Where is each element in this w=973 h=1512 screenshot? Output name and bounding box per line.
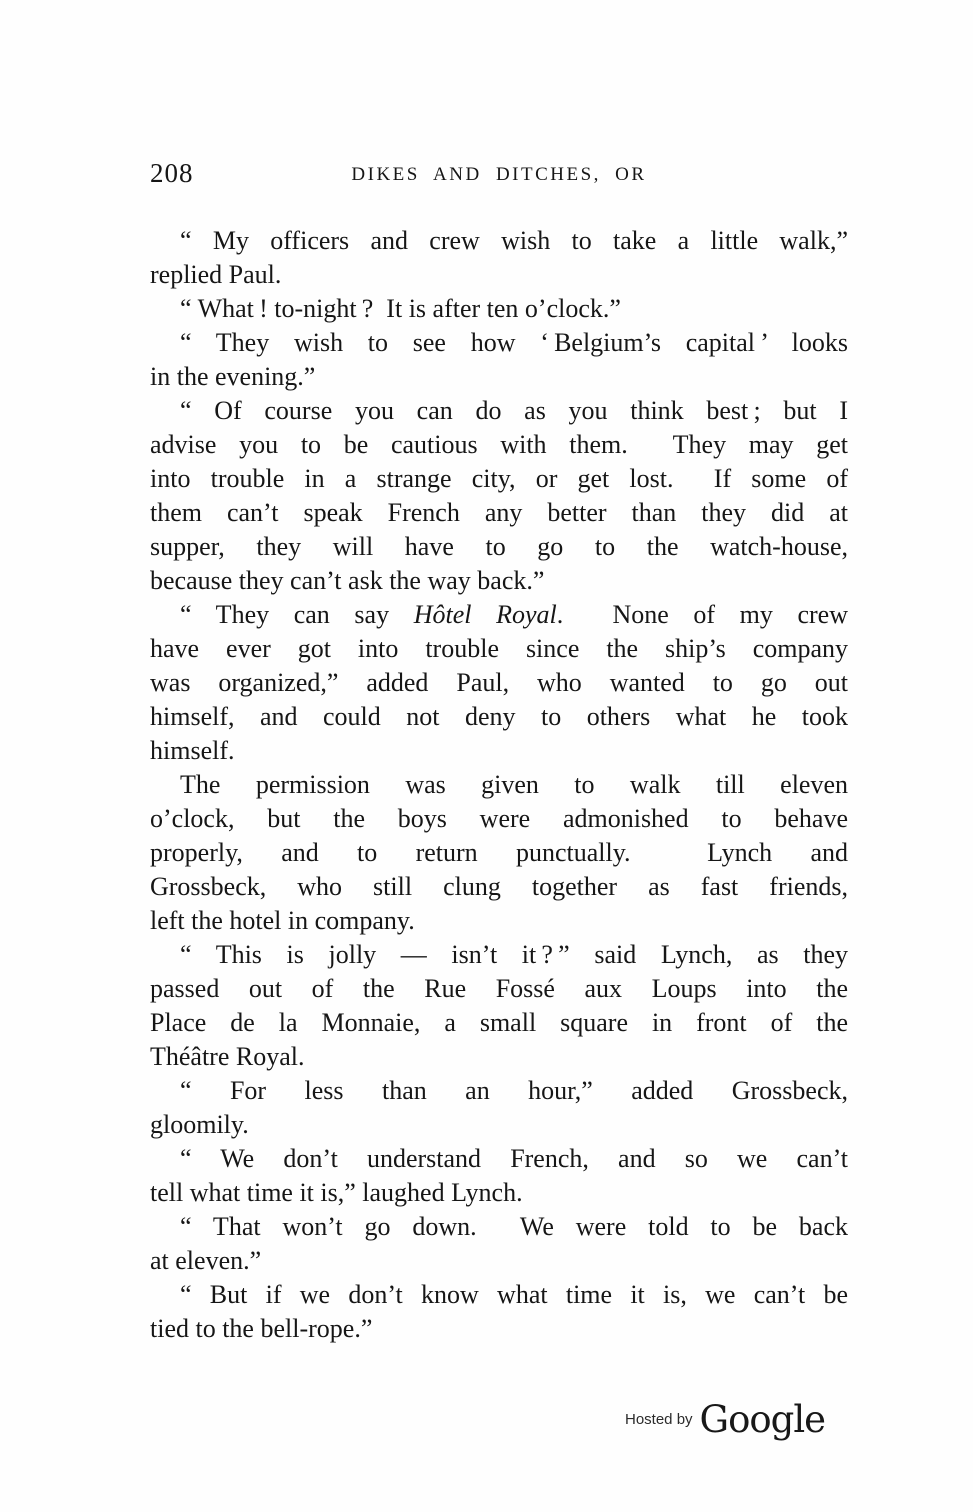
text-line	[150, 326, 848, 360]
text-segment: The permission was given to walk till eleven	[180, 770, 848, 799]
text-line	[150, 1074, 848, 1108]
text-segment: “ They wish to see how ‘ Belgium’s capital ’ looks	[180, 328, 848, 357]
text-line	[150, 1142, 848, 1176]
text-segment: left the hotel in company.	[150, 906, 415, 935]
text-segment: Place de la Monnaie, a small square in front of the	[150, 1008, 848, 1037]
text-segment: advise you to be cautious with them. They may get	[150, 430, 848, 459]
text-segment: “ My officers and crew wish to take a little walk,”	[180, 226, 848, 255]
text-segment: “ That won’t go down. We were told to be back	[180, 1212, 848, 1241]
text-segment: replied Paul.	[150, 260, 282, 289]
text-segment: tell what time it is,” laughed Lynch.	[150, 1178, 523, 1207]
hosted-by-label: Hosted by	[625, 1410, 693, 1428]
text-segment: tied to the bell-rope.”	[150, 1314, 373, 1343]
text-line	[150, 1312, 848, 1346]
text-segment: because they can’t ask the way back.”	[150, 566, 545, 595]
text-segment: have ever got into trouble since the ship’s company	[150, 634, 848, 663]
text-line	[150, 904, 848, 938]
text-line	[150, 428, 848, 462]
text-line	[150, 938, 848, 972]
text-segment: them can’t speak French any better than they did at	[150, 498, 848, 527]
text-segment: “ But if we don’t know what time it is, we can’t be	[180, 1280, 848, 1309]
text-segment: at eleven.”	[150, 1246, 262, 1275]
text-line	[150, 394, 848, 428]
text-segment: properly, and to return punctually. Lynch and	[150, 838, 848, 867]
text-line	[150, 224, 848, 258]
text-segment: supper, they will have to go to the watch-house,	[150, 532, 848, 561]
text-line	[150, 530, 848, 564]
text-segment: into trouble in a strange city, or get lost. If some of	[150, 464, 848, 493]
text-segment: passed out of the Rue Fossé aux Loups into the	[150, 974, 848, 1003]
google-watermark	[625, 1396, 825, 1442]
text-line	[150, 258, 848, 292]
running-title: DIKES AND DITCHES, OR	[351, 164, 647, 185]
text-segment: o’clock, but the boys were admonished to behave	[150, 804, 848, 833]
text-line	[150, 1176, 848, 1210]
text-line	[150, 1006, 848, 1040]
text-segment: “ For less than an hour,” added Grossbeck,	[180, 1076, 848, 1105]
text-line	[150, 1108, 848, 1142]
text-segment: “ They can say	[180, 600, 414, 629]
text-segment: was organized,” added Paul, who wanted to go out	[150, 668, 848, 697]
text-line	[150, 564, 848, 598]
text-line	[150, 1278, 848, 1312]
text-line	[150, 292, 848, 326]
page-number: 208	[150, 158, 194, 188]
text-line	[150, 1244, 848, 1278]
text-line	[150, 1040, 848, 1074]
text-line	[150, 700, 848, 734]
running-header	[150, 158, 848, 192]
text-line	[150, 598, 848, 632]
text-line	[150, 870, 848, 904]
text-segment: “ What ! to-night ? It is after ten o’clock.”	[180, 294, 621, 323]
google-logo: Google	[699, 1397, 826, 1441]
text-line	[150, 802, 848, 836]
text-line	[150, 496, 848, 530]
text-segment: himself.	[150, 736, 235, 765]
text-line	[150, 734, 848, 768]
italic-text-segment: Hôtel Royal	[413, 600, 557, 629]
text-line	[150, 632, 848, 666]
text-segment: himself, and could not deny to others what he took	[150, 702, 848, 731]
text-segment: Grossbeck, who still clung together as fast friends,	[150, 872, 848, 901]
text-line	[150, 768, 848, 802]
text-segment: “ This is jolly — isn’t it ? ” said Lynch, as they	[180, 940, 848, 969]
page-text-block	[150, 224, 848, 1346]
text-segment: “ We don’t understand French, and so we can’t	[180, 1144, 848, 1173]
text-segment: gloomily.	[150, 1110, 249, 1139]
text-line	[150, 1210, 848, 1244]
text-segment: . None of my crew	[556, 600, 848, 629]
text-segment: Théâtre Royal.	[150, 1042, 305, 1071]
text-line	[150, 972, 848, 1006]
text-segment: “ Of course you can do as you think best ; but I	[180, 396, 848, 425]
text-line	[150, 462, 848, 496]
text-line	[150, 360, 848, 394]
text-line	[150, 836, 848, 870]
text-segment: in the evening.”	[150, 362, 316, 391]
text-line	[150, 666, 848, 700]
